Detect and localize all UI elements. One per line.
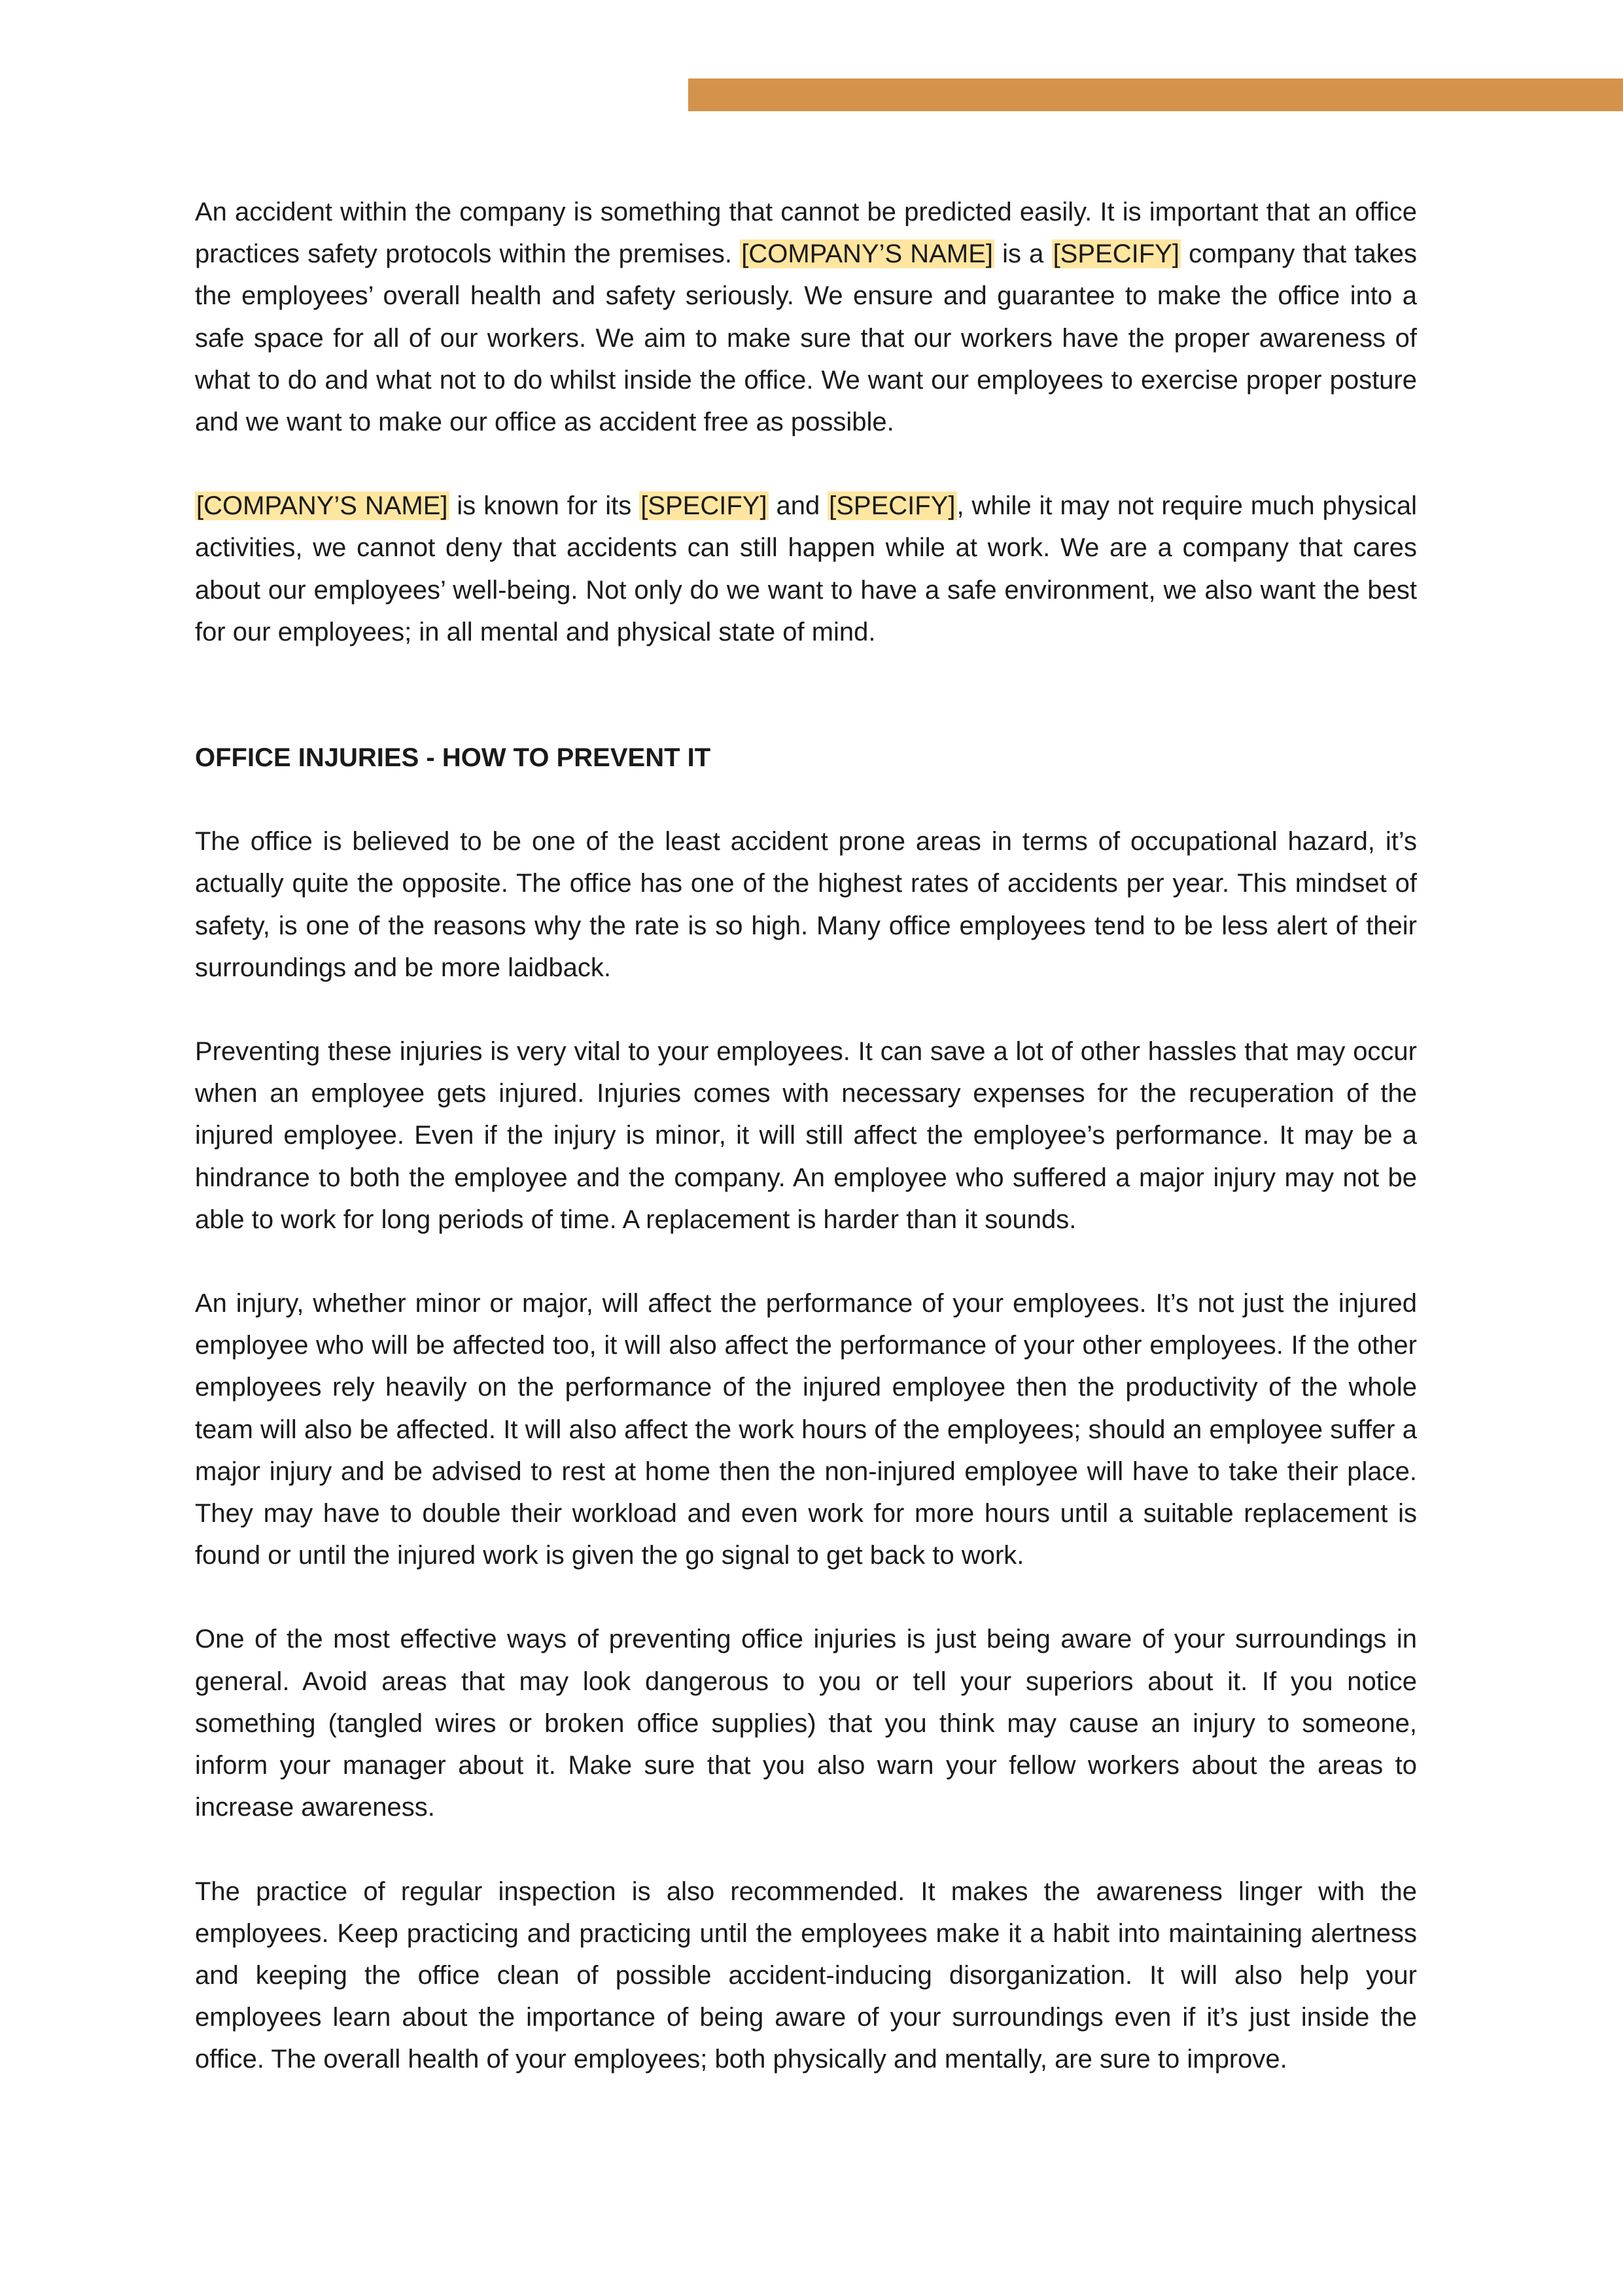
body-paragraph-5: The practice of regular inspection is also recommended. It makes the awareness linger with the employees. Keep practicing and practicing until the employees make it a habit into maintaining alertness and keeping the office clean of possible accident-inducing disorganization. It will also help your employees learn about the importance of being aware of your surroundings even if it’s just inside the office. The overall health of your employees; both physically and mentally, are sure to improve. bbox=[195, 1877, 1417, 2074]
body-paragraph-4: One of the most effective ways of preventing office injuries is just being aware of your surroundings in general. Avoid areas that may look dangerous to you or tell your superiors about it. If you notice something (tangled wires or broken office supplies) that you think may cause an injury to someone, inform your manager about it. Make sure that you also warn your fellow workers about the areas to increase awareness. bbox=[195, 1625, 1417, 1822]
body-paragraph-3: An injury, whether minor or major, will affect the performance of your employees. It’s not just the injured employee who will be affected too, it will also affect the performance of your other employees. If the other employees rely heavily on the performance of the injured employee then the productivity of the whole team will also be affected. It will also affect the work hours of the employees; should an employee suffer a major injury and be advised to rest at home then the non-injured employee will have to take their place. They may have to double their workload and even work for more hours until a suitable replacement is found or until the injured work is given the go signal to get back to work. bbox=[195, 1289, 1417, 1570]
document-body bbox=[195, 191, 1417, 2081]
section-heading: OFFICE INJURIES - HOW TO PREVENT IT bbox=[195, 743, 711, 773]
company-text-1: is known for its bbox=[449, 491, 640, 521]
company-name-placeholder[interactable]: [COMPANY’S NAME] bbox=[741, 239, 993, 269]
specify-placeholder[interactable]: [SPECIFY] bbox=[829, 491, 956, 521]
body-paragraph-1: The office is believed to be one of the least accident prone areas in terms of occupational hazard, it’s actually quite the opposite. The office has one of the highest rates of accidents per year. This mindset of safety, is one of the reasons why the rate is so high. Many office employees tend to be less alert of their surroundings and be more laidback. bbox=[195, 827, 1417, 982]
intro-text-2: is a bbox=[994, 239, 1052, 269]
specify-placeholder[interactable]: [SPECIFY] bbox=[640, 491, 767, 521]
body-paragraph-2: Preventing these injuries is very vital to your employees. It can save a lot of other hassles that may occur when an employee gets injured. Injuries comes with necessary expenses for the recuperation of the injured employee. Even if the injury is minor, it will still affect the employee’s performance. It may be a hindrance to both the employee and the company. An employee who suffered a major injury may not be able to work for long periods of time. A replacement is harder than it sounds. bbox=[195, 1037, 1417, 1234]
intro-text-1: An accident within the company is something that cannot be predicted easily. It is important that an office practices safety protocols within the premises. bbox=[195, 198, 1417, 269]
company-paragraph bbox=[195, 485, 1417, 653]
company-name-placeholder[interactable]: [COMPANY’S NAME] bbox=[196, 491, 448, 521]
company-text-2: and bbox=[768, 491, 828, 521]
header-accent-bar bbox=[688, 79, 1623, 111]
intro-paragraph bbox=[195, 191, 1417, 443]
specify-placeholder[interactable]: [SPECIFY] bbox=[1053, 239, 1179, 269]
company-text-3: , while it may not require much physical activities, we cannot deny that accidents can still happen while at work. We are a company that cares about our employees’ well-being. Not only do we want to have a safe environment, we also want the best for our employees; in all mental and physical state of mind. bbox=[195, 491, 1418, 646]
intro-text-3: company that takes the employees’ overall health and safety seriously. We ensure and guarantee to make the office into a safe space for all of our workers. We aim to make sure that our workers have the proper awareness of what to do and what not to do whilst inside the office. We want our employees to exercise proper posture and we want to make our office as accident free as possible. bbox=[195, 239, 1418, 437]
